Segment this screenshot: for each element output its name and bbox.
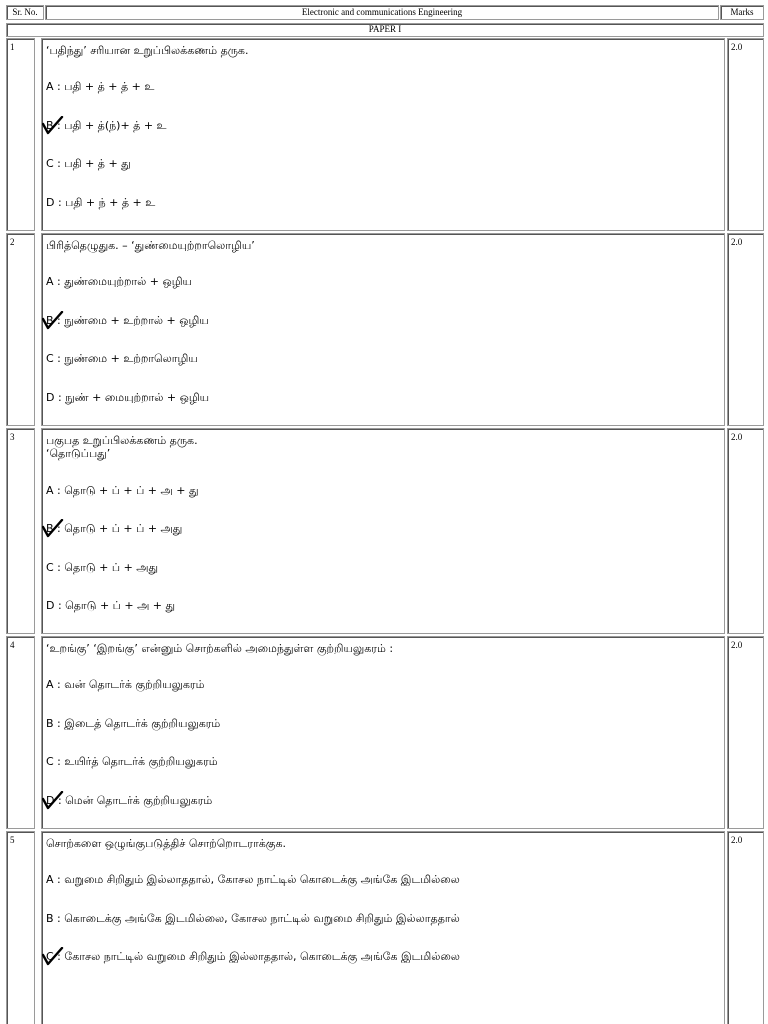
question-body — [41, 233, 725, 426]
question-row-4 — [6, 636, 764, 829]
question-number: 1 — [6, 38, 35, 231]
option-c: C : பதி + த் + து — [46, 157, 131, 170]
marks-label: Marks — [730, 7, 754, 17]
question-marks: 2.0 — [727, 428, 764, 634]
option-c: C : கோசல நாட்டில் வறுமை சிறிதும் இல்லாததால், கொடைக்கு அங்கே இடமில்லை — [46, 950, 460, 963]
question-marks: 2.0 — [727, 831, 764, 1024]
sr-no-label: Sr. No. — [12, 7, 38, 17]
checkmark-icon — [42, 116, 64, 136]
question-text: பகுபத உறுப்பிலக்கணம் தருக. — [46, 434, 198, 447]
option-b: B : நுண்மை + உற்றால் + ஒழிய — [46, 314, 209, 327]
option-c: C : நுண்மை + உற்றாலொழிய — [46, 352, 198, 365]
option-d: D : மென் தொடர்க் குற்றியலுகரம் — [46, 794, 213, 807]
question-number: 5 — [6, 831, 35, 1024]
option-b: B : இடைத் தொடர்க் குற்றியலுகரம் — [46, 717, 221, 730]
question-paper — [6, 5, 764, 1024]
marks-header — [720, 5, 764, 20]
question-marks: 2.0 — [727, 38, 764, 231]
option-d: D : தொடு + ப் + அ + து — [46, 599, 176, 612]
option-d: D : பதி + ந் + த் + உ — [46, 196, 156, 209]
question-body — [41, 38, 725, 231]
paper-row — [6, 23, 764, 37]
question-marks: 2.0 — [727, 636, 764, 829]
option-a: A : துண்மையுற்றால் + ஒழிய — [46, 275, 192, 288]
paper-title: PAPER I — [368, 24, 402, 34]
option-d: D : நுண் + மையுற்றால் + ஒழிய — [46, 391, 210, 404]
checkmark-icon — [42, 791, 64, 811]
option-b: B : கொடைக்கு அங்கே இடமில்லை, கோசல நாட்டில் வறுமை சிறிதும் இல்லாததால் — [46, 912, 460, 925]
question-text: பிரித்தெழுதுக. – ‘துண்மையுற்றாலொழிய’ — [46, 239, 255, 252]
question-term: ‘தொடுப்பது’ — [46, 447, 111, 460]
question-number: 3 — [6, 428, 35, 634]
option-a: A : வன் தொடர்க் குற்றியலுகரம் — [46, 678, 205, 691]
question-text: ‘பதிந்து’ சரியான உறுப்பிலக்கணம் தருக. — [46, 44, 249, 57]
option-c: C : உயிர்த் தொடர்க் குற்றியலுகரம் — [46, 755, 218, 768]
option-a: A : வறுமை சிறிதும் இல்லாததால், கோசல நாட்டில் கொடைக்கு அங்கே இடமில்லை — [46, 873, 460, 886]
option-b: B : தொடு + ப் + ப் + அது — [46, 522, 183, 535]
option-a: A : தொடு + ப் + ப் + அ + து — [46, 484, 199, 497]
question-text: ‘உறங்கு’ ‘இறங்கு’ என்னும் சொற்களில் அமைந்துள்ள குற்றியலுகரம் : — [46, 642, 394, 655]
question-body — [41, 831, 725, 1024]
checkmark-icon — [42, 947, 64, 967]
checkmark-icon — [42, 311, 64, 331]
subject-title: Electronic and communications Engineering — [301, 7, 463, 17]
question-row-3 — [6, 428, 764, 634]
sr-no-header — [6, 5, 44, 20]
question-text: சொற்களை ஒழுங்குபடுத்திச் சொற்றொடராக்குக. — [46, 837, 286, 850]
question-marks: 2.0 — [727, 233, 764, 426]
subject-header — [45, 5, 719, 20]
question-row-5 — [6, 831, 764, 1024]
option-b: B : பதி + த்(ந்)+ த் + உ — [46, 119, 167, 132]
question-row-2 — [6, 233, 764, 426]
question-number: 4 — [6, 636, 35, 829]
question-row-1 — [6, 38, 764, 231]
checkmark-icon — [42, 519, 64, 539]
question-number: 2 — [6, 233, 35, 426]
option-a: A : பதி + த் + த் + உ — [46, 80, 155, 93]
option-c: C : தொடு + ப் + அது — [46, 561, 159, 574]
question-body — [41, 636, 725, 829]
question-body — [41, 428, 725, 634]
